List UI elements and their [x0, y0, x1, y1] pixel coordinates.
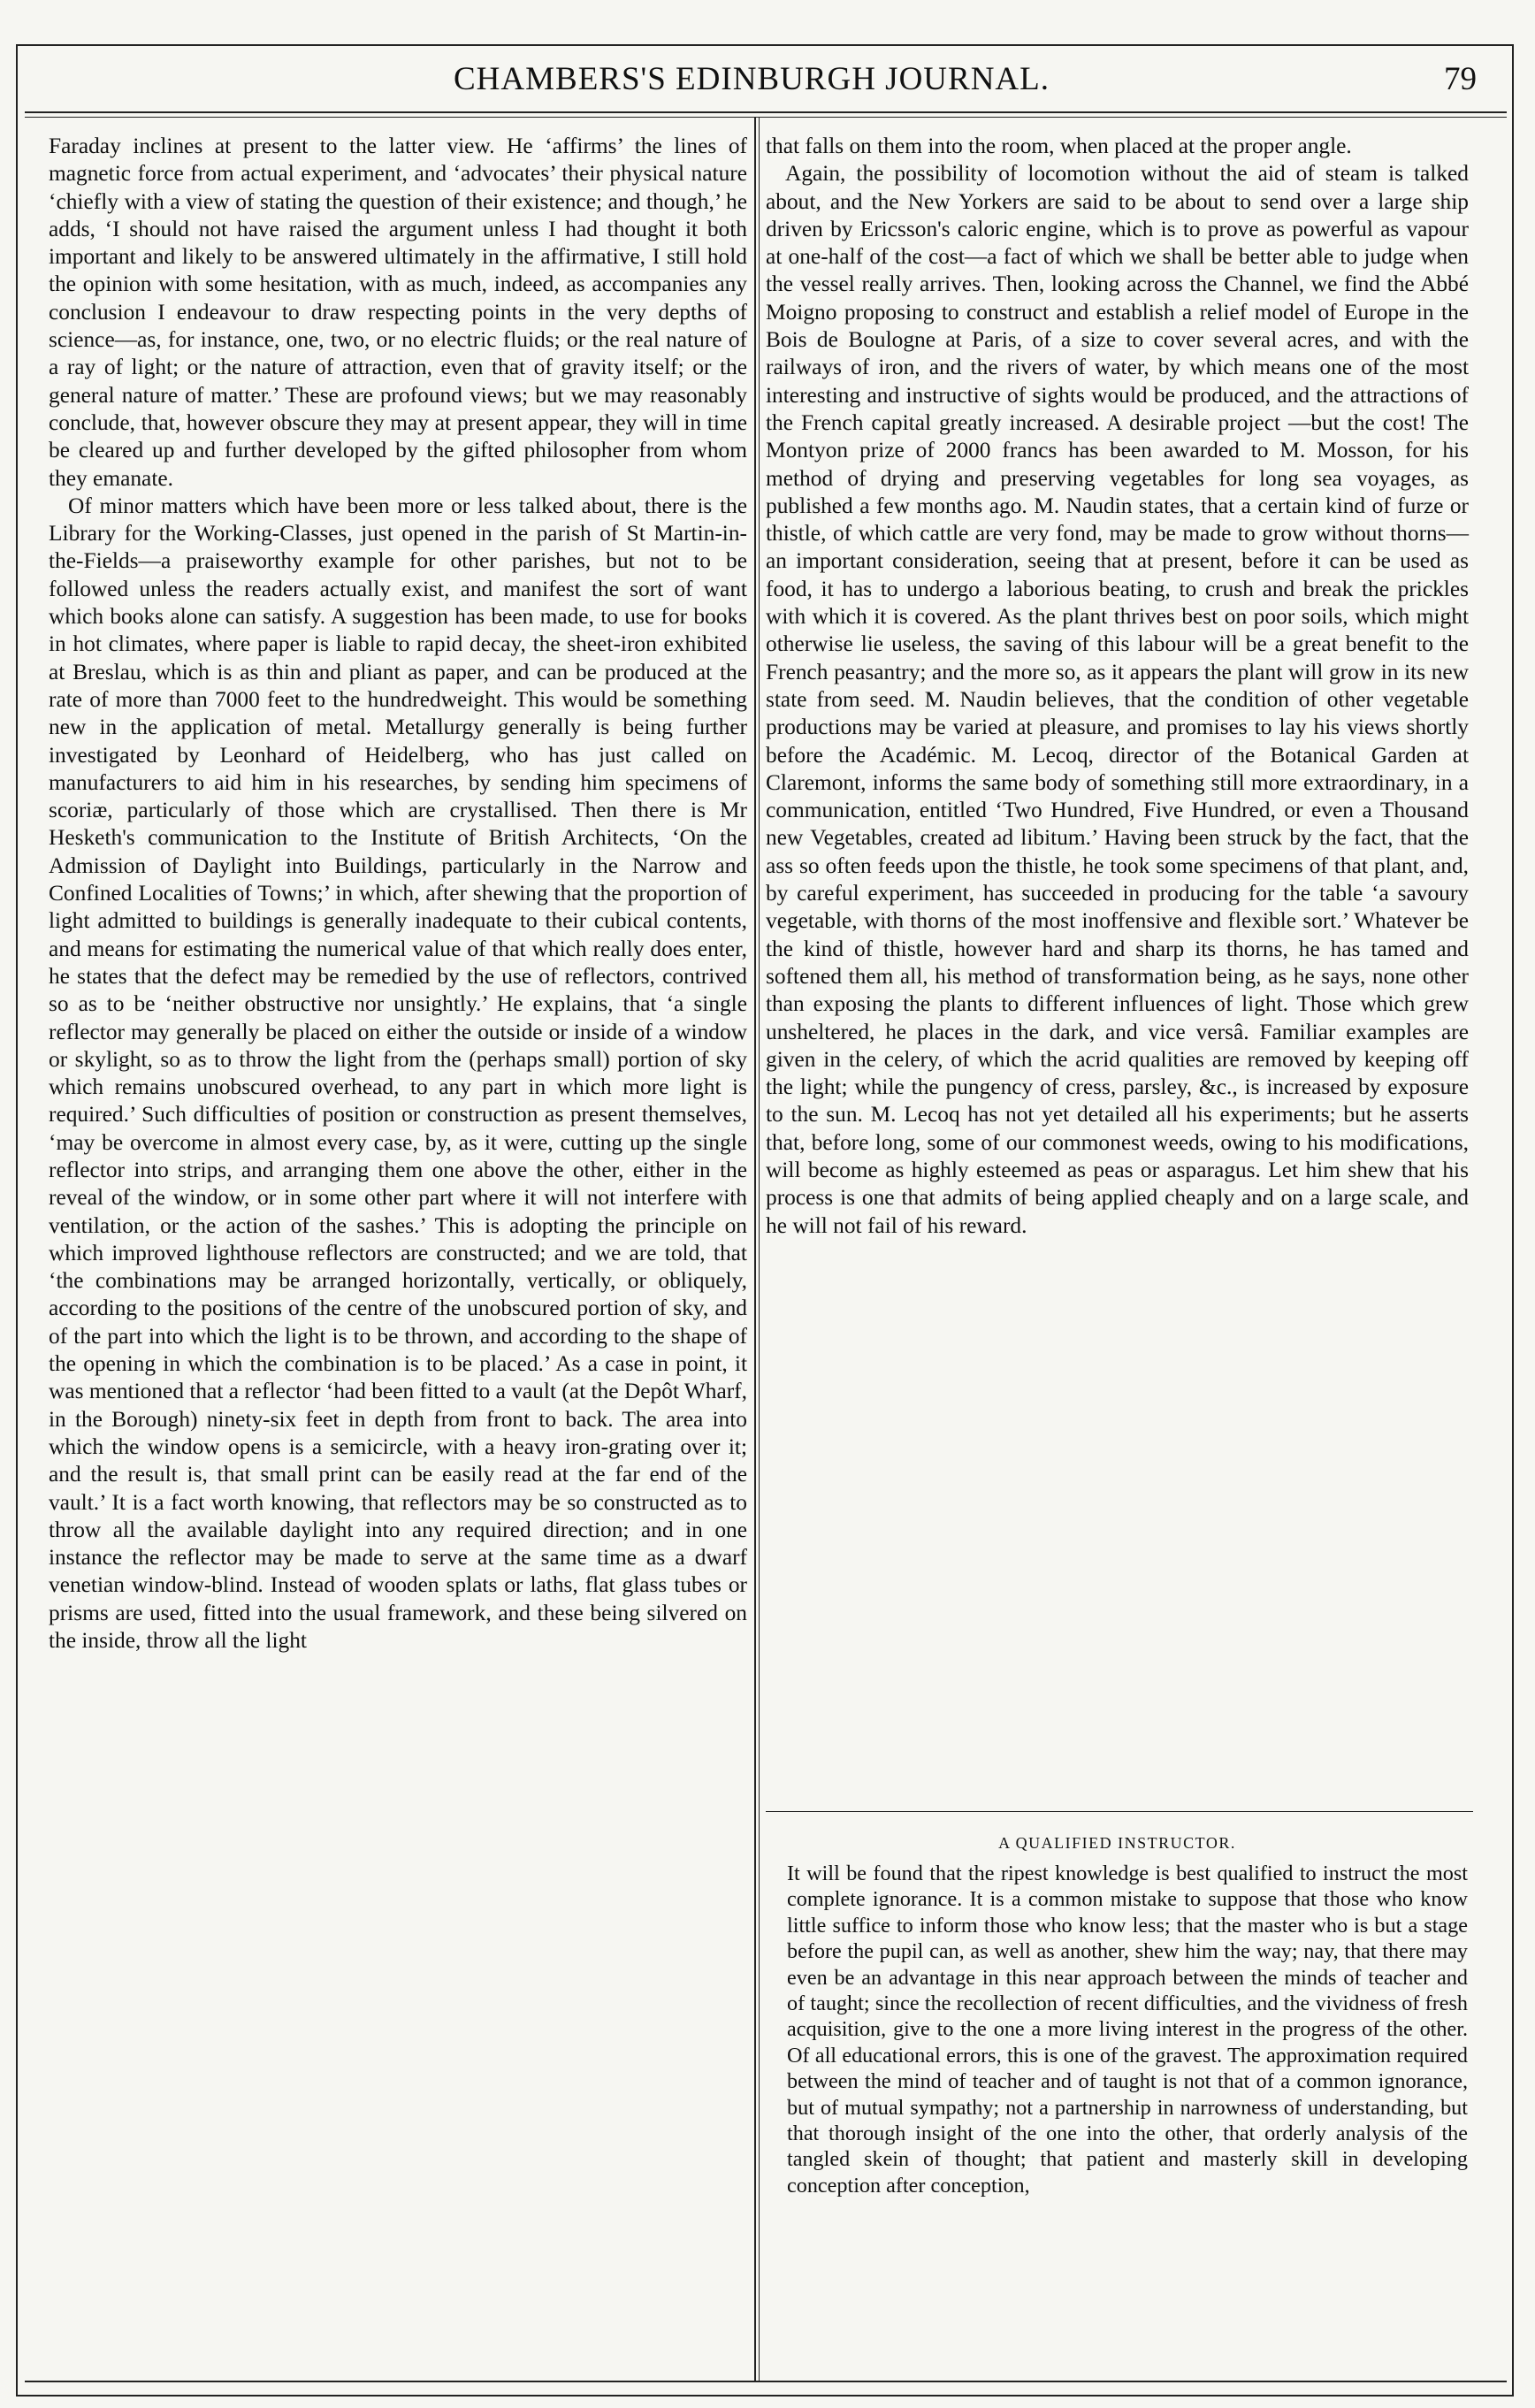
section-rule — [766, 1811, 1473, 1812]
header-rule — [25, 111, 1507, 113]
footer-rule — [25, 2381, 1507, 2382]
article-title: A QUALIFIED INSTRUCTOR. — [998, 1834, 1236, 1852]
header-rule-thin — [25, 117, 1507, 118]
paragraph: Faraday inclines at present to the latter view. He ‘affirms’ the lines of magnetic force from actual experiment, and ‘advocates’ their physical nature ‘chiefly with a view of stating the question of their existence; and though,’ he adds, ‘I should not have raised the argument unless I had thought it both important and likely to be answered ultimately in the affirmative, I still hold the opinion with some hesitation, with as much, indeed, as accompanies any conclusion I endeavour to draw respecting points in the very depths of science—as, for instance, one, two, or no electric fluids; or the real nature of a ray of light; or the nature of attraction, even that of gravity itself; or the general nature of matter.’ These are profound views; but we may reasonably conclude, that, however obscure they may at present appear, they will in time be cleared up and further developed by the gifted philosopher from whom they emanate. — [49, 134, 747, 491]
left-column — [49, 133, 747, 1655]
column-divider — [754, 117, 756, 2381]
paragraph: that falls on them into the room, when placed at the proper angle. — [766, 134, 1352, 158]
paragraph: It will be found that the ripest knowledge is best qualified to instruct the most complete ignorance. It is a common mistake to suppose that those who know little suffice to inform those who know less; that the master who is but a stage before the pupil can, as well as another, shew him the way; nay, that there may even be an advantage in this near approach between the minds of teacher and of taught; since the recollection of recent difficulties, and the vividness of fresh acquisition, give to the one a more living interest in the progress of the other. Of all educational errors, this is one of the gravest. The approximation required between the mind of teacher and of taught is not that of a common ignorance, but of mutual sympathy; not a partnership in narrowness of understanding, but that thorough insight of the one into the other, that orderly analysis of the tangled skein of thought; that patient and masterly skill in developing conception after conception, — [787, 1861, 1468, 2198]
column-divider-inner — [759, 117, 760, 2381]
journal-title: CHAMBERS'S EDINBURGH JOURNAL. — [454, 61, 1050, 97]
page-header — [27, 53, 1477, 106]
paragraph: Of minor matters which have been more or less talked about, there is the Library for the Working-Classes, just opened in the parish of St Martin-in-the-Fields—a praiseworthy example for other parishes, but not to be followed unless the readers actually exist, and manifest the sort of want which books alone can satisfy. A suggestion has been made, to use for books in hot climates, where paper is liable to rapid decay, the sheet-iron exhibited at Breslau, which is as thin and pliant as paper, and can be produced at the rate of more than 7000 feet to the hundredweight. This would be something new in the application of metal. Metallurgy generally is being further investigated by Leonhard of Heidelberg, who has just called on manufacturers to aid him in his researches, by sending him specimens of scoriæ, particularly of those which are crystallised. Then there is Mr Hesketh's communication to the Institute of British Architects, ‘On the Admission of Daylight into Buildings, particularly in the Narrow and Confined Localities of Towns;’ in which, after shewing that the proportion of light admitted to buildings is generally inadequate to their cubical contents, and means for estimating the numerical value of that which really does enter, he states that the defect may be remedied by the use of reflectors, contrived so as to be ‘neither obstructive nor unsightly.’ He explains, that ‘a single reflector may generally be placed on either the outside or inside of a window or skylight, so as to throw the light from the (perhaps small) portion of sky which remains unobscured overhead, to any part in which more light is required.’ Such difficulties of position or construction as present themselves, ‘may be overcome in almost every case, by, as it were, cutting up the single reflector into strips, and arranging them one above the other, either in the reveal of the window, or in some other part where it will not interfere with ventilation, or the action of the sashes.’ This is adopting the principle on which improved lighthouse reflectors are constructed; and we are told, that ‘the combinations may be arranged horizontally, vertically, or obliquely, according to the positions of the centre of the unobscured portion of sky, and of the part into which the light is to be thrown, and according to the shape of the opening in which the combination is to be placed.’ As a case in point, it was mentioned that a reflector ‘had been fitted to a vault (at the Depôt Wharf, in the Borough) ninety-six feet in depth from front to back. The area into which the window opens is a semicircle, with a heavy iron-grating over it; and the result is, that small print can be easily read at the far end of the vault.’ It is a fact worth knowing, that reflectors may be so constructed as to throw all the available daylight into any required direction; and in one instance the reflector may be made to serve at the same time as a dwarf venetian window-blind. Instead of wooden splats or laths, flat glass tubes or prisms are used, fitted into the usual framework, and these being silvered on the inside, throw all the light — [49, 493, 747, 1654]
paragraph: Again, the possibility of locomotion without the aid of steam is talked about, and the New Yorkers are said to be about to send over a large ship driven by Ericsson's caloric engine, which is to prove as powerful as vapour at one-half of the cost—a fact of which we shall be better able to judge when the vessel really arrives. Then, looking across the Channel, we find the Abbé Moigno proposing to construct and establish a relief model of Europe in the Bois de Boulogne at Paris, of a size to cover several acres, and with the railways of iron, and the rivers of water, by which means one of the most interesting and instructive of sights would be produced, and the attractions of the French capital greatly increased. A desirable project —but the cost! The Montyon prize of 2000 francs has been awarded to M. Mosson, for his method of drying and preserving vegetables for long sea voyages, as published a few months ago. M. Naudin states, that a certain kind of furze or thistle, of which cattle are very fond, may be made to grow without thorns—an important consideration, seeing that at present, before it can be used as food, it has to undergo a laborious beating, to crush and break the prickles with which it is covered. As the plant thrives best on poor soils, which might otherwise lie useless, the saving of this labour will be a great benefit to the French peasantry; and the more so, as it appears the plant will grow in its new state from seed. M. Naudin believes, that the condition of other vegetable productions may be varied at pleasure, and promises to lay his views shortly before the Académic. M. Lecoq, director of the Botanical Garden at Claremont, informs the same body of something still more extraordinary, in a communication, entitled ‘Two Hundred, Five Hundred, or even a Thousand new Vegetables, created ad libitum.’ Having been struck by the fact, that the ass so often feeds upon the thistle, he took some specimens of that plant, and, by careful experiment, has succeeded in producing for the table ‘a savoury vegetable, with thorns of the most inoffensive and flexible sort.’ Whatever be the kind of thistle, however hard and sharp its thorns, he has tamed and softened them all, his method of transformation being, as he says, none other than exposing the plants to different influences of light. Those which grew unsheltered, he places in the dark, and vice versâ. Familiar examples are given in the celery, of which the acrid qualities are removed by keeping off the light; while the pungency of cress, parsley, &c., is increased by exposure to the sun. M. Lecoq has not yet detailed all his experiments; but he asserts that, before long, some of our commonest weeds, owing to his modifications, will become as highly esteemed as peas or asparagus. Let him shew that his process is one that admits of being applied cheaply and on a large scale, and he will not fail of his reward. — [766, 161, 1469, 1238]
right-column — [766, 133, 1469, 1240]
article-body — [787, 1861, 1468, 2198]
page-number: 79 — [1444, 61, 1477, 97]
